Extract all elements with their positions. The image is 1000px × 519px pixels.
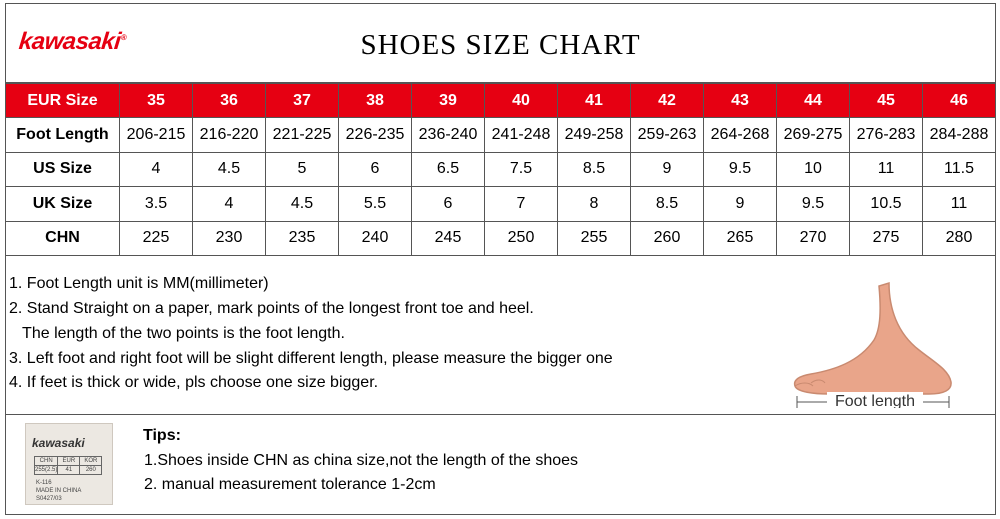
table-row <box>6 187 996 221</box>
tips-section <box>5 415 996 515</box>
table-cell: 7.5 <box>485 152 558 186</box>
table-cell: 4.5 <box>266 187 339 221</box>
table-row <box>6 118 996 152</box>
table-cell: 216-220 <box>193 118 266 152</box>
table-cell: 260 <box>631 221 704 255</box>
table-cell: 4.5 <box>193 152 266 186</box>
row-header: Foot Length <box>6 118 120 152</box>
table-cell: 39 <box>412 84 485 118</box>
size-table <box>5 83 996 256</box>
foot-length-label: Foot length <box>834 393 916 408</box>
table-cell: 3.5 <box>120 187 193 221</box>
table-cell: 46 <box>923 84 996 118</box>
table-cell: 38 <box>339 84 412 118</box>
table-cell: 255 <box>558 221 631 255</box>
table-cell: 40 <box>485 84 558 118</box>
table-cell: 9.5 <box>777 187 850 221</box>
table-cell: 41 <box>558 84 631 118</box>
table-cell: 10.5 <box>850 187 923 221</box>
table-cell: 221-225 <box>266 118 339 152</box>
table-cell: 275 <box>850 221 923 255</box>
table-cell: 206-215 <box>120 118 193 152</box>
table-cell: 226-235 <box>339 118 412 152</box>
note-line-4: 3. Left foot and right foot will be slight different length, please measure the bigger one <box>9 350 613 367</box>
note-line-5: 4. If feet is thick or wide, pls choose one size bigger. <box>9 374 379 391</box>
table-cell: 6.5 <box>412 152 485 186</box>
table-cell: 44 <box>777 84 850 118</box>
table-cell: 36 <box>193 84 266 118</box>
table-cell: 45 <box>850 84 923 118</box>
table-cell: 230 <box>193 221 266 255</box>
table-cell: 240 <box>339 221 412 255</box>
table-cell: 8 <box>558 187 631 221</box>
table-cell: 42 <box>631 84 704 118</box>
row-header: UK Size <box>6 187 120 221</box>
table-cell: 265 <box>704 221 777 255</box>
label-size-table: CHN EUR KOR 255(2.5) 41 260 <box>34 456 102 475</box>
table-cell: 5.5 <box>339 187 412 221</box>
note-line-2: 2. Stand Straight on a paper, mark points of the longest front toe and heel. <box>9 300 534 317</box>
table-cell: 269-275 <box>777 118 850 152</box>
table-cell: 9.5 <box>704 152 777 186</box>
table-cell: 11.5 <box>923 152 996 186</box>
table-cell: 4 <box>193 187 266 221</box>
table-cell: 235 <box>266 221 339 255</box>
table-cell: 10 <box>777 152 850 186</box>
table-cell: 9 <box>631 152 704 186</box>
table-cell: 11 <box>850 152 923 186</box>
table-cell: 4 <box>120 152 193 186</box>
table-cell: 7 <box>485 187 558 221</box>
foot-icon <box>795 283 951 394</box>
table-row <box>6 152 996 186</box>
row-header: CHN <box>6 221 120 255</box>
table-cell: 259-263 <box>631 118 704 152</box>
table-cell: 6 <box>339 152 412 186</box>
table-row <box>6 84 996 118</box>
row-header: US Size <box>6 152 120 186</box>
shoe-size-label-photo: kawasaki CHN EUR KOR 255(2.5) 41 260 K-116 MADE IN CHINA S0427/03 <box>25 423 113 505</box>
table-cell: 35 <box>120 84 193 118</box>
table-cell: 241-248 <box>485 118 558 152</box>
table-cell: 6 <box>412 187 485 221</box>
table-cell: 249-258 <box>558 118 631 152</box>
row-header: EUR Size <box>6 84 120 118</box>
table-row <box>6 221 996 255</box>
foot-illustration <box>789 278 969 408</box>
tip-line-1: 1.Shoes inside CHN as china size,not the length of the shoes <box>144 452 579 469</box>
table-cell: 37 <box>266 84 339 118</box>
tip-line-2: 2. manual measurement tolerance 1-2cm <box>144 476 436 493</box>
table-cell: 270 <box>777 221 850 255</box>
table-cell: 11 <box>923 187 996 221</box>
table-cell: 43 <box>704 84 777 118</box>
table-cell: 8.5 <box>558 152 631 186</box>
table-cell: 9 <box>704 187 777 221</box>
table-cell: 264-268 <box>704 118 777 152</box>
table-cell: 5 <box>266 152 339 186</box>
table-cell: 245 <box>412 221 485 255</box>
table-cell: 284-288 <box>923 118 996 152</box>
table-cell: 276-283 <box>850 118 923 152</box>
kawasaki-logo: kawasaki® <box>17 28 127 55</box>
header <box>5 3 996 83</box>
label-logo: kawasaki <box>32 436 85 450</box>
table-cell: 250 <box>485 221 558 255</box>
notes-section <box>5 255 996 415</box>
table-cell: 236-240 <box>412 118 485 152</box>
table-cell: 280 <box>923 221 996 255</box>
page-title: SHOES SIZE CHART <box>360 29 641 61</box>
note-line-3: The length of the two points is the foot length. <box>9 325 345 342</box>
tips-title: Tips: <box>143 427 181 444</box>
table-cell: 8.5 <box>631 187 704 221</box>
table-cell: 225 <box>120 221 193 255</box>
note-line-1: 1. Foot Length unit is MM(millimeter) <box>9 275 269 292</box>
